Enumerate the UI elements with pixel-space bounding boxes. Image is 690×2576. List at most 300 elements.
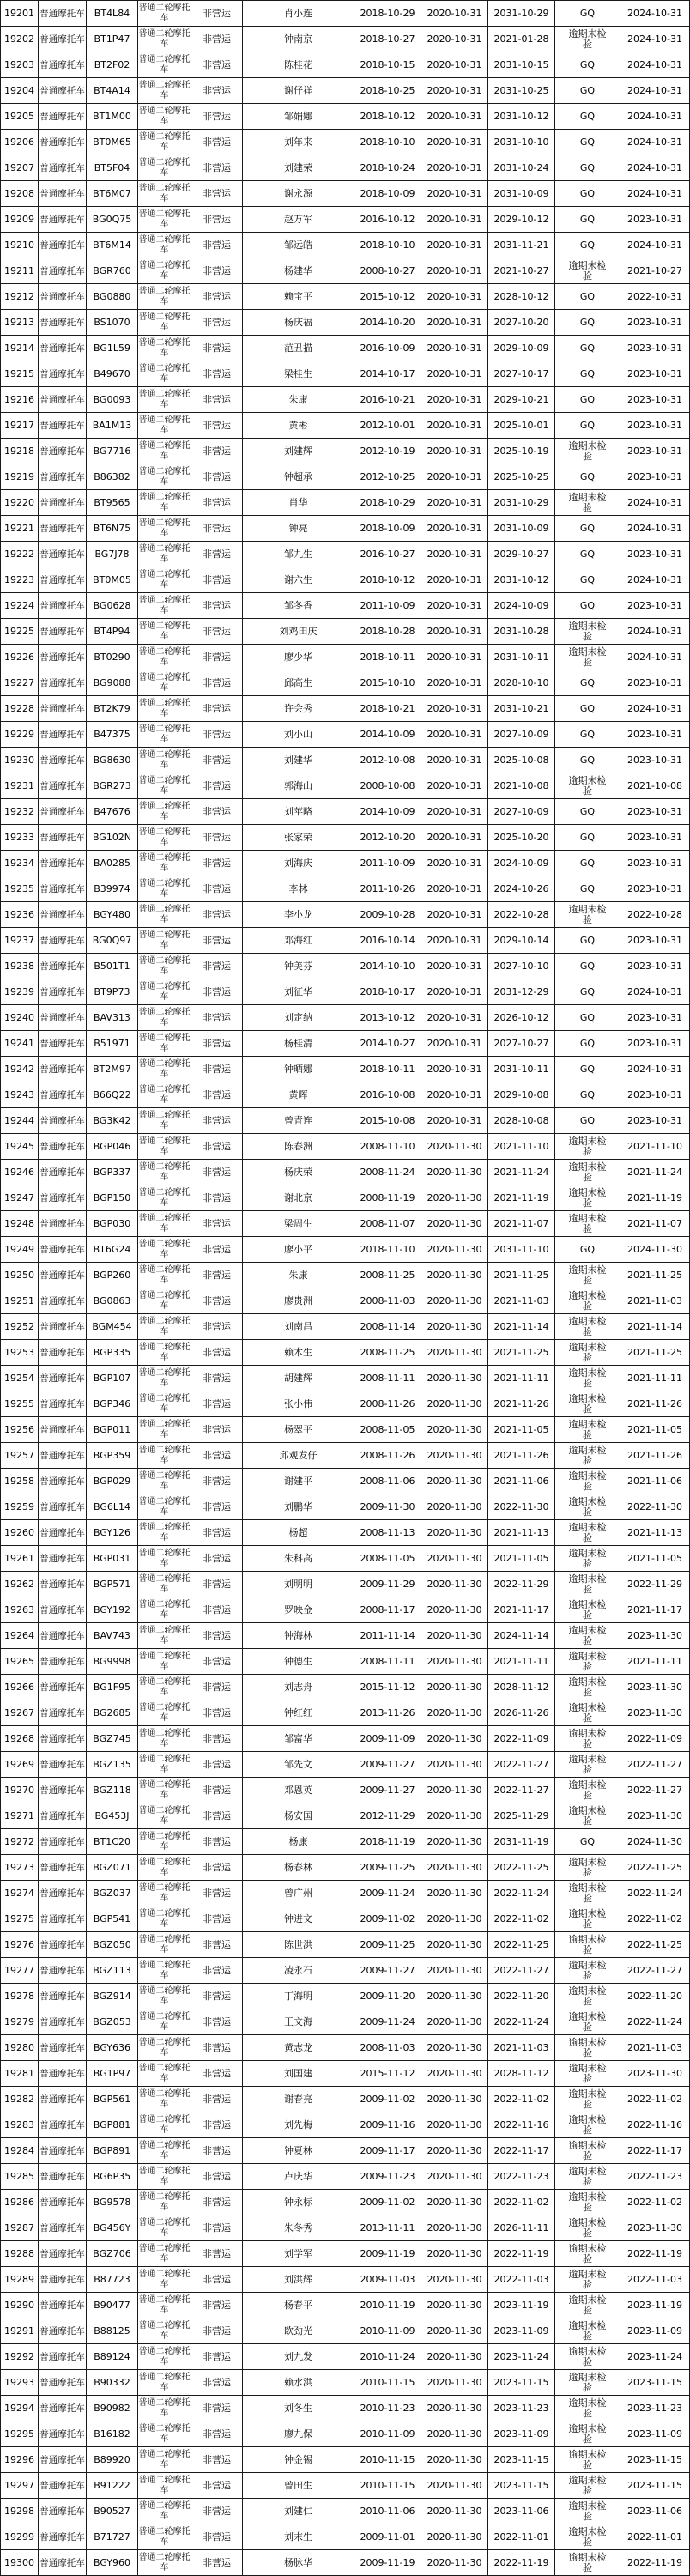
valid-until-date-text: 2020-11-30 <box>427 2531 482 2543</box>
status-cell <box>555 1057 620 1082</box>
expiry-date-cell <box>620 336 690 361</box>
vehicle-type-cell <box>138 336 191 361</box>
owner-name-cell <box>243 567 354 592</box>
valid-until-date-cell <box>421 1726 488 1751</box>
registration-date-text: 2009-11-23 <box>360 2170 415 2182</box>
registration-date-cell <box>354 593 421 618</box>
plate-number-text: BT9P73 <box>94 985 130 997</box>
status-text: 逾期未检验 <box>568 1804 607 1827</box>
row-number-text: 19287 <box>4 2221 34 2234</box>
row-number-cell <box>1 2190 39 2215</box>
vehicle-type-cell <box>138 902 191 927</box>
scrap-date-text: 2021-11-14 <box>493 1320 549 1332</box>
valid-until-date-cell <box>421 542 488 567</box>
status-cell <box>555 2215 620 2240</box>
scrap-date-text: 2021-11-26 <box>493 1397 549 1409</box>
expiry-date-cell <box>620 490 690 515</box>
vehicle-class-text: 普通摩托车 <box>39 2557 85 2568</box>
row-number-text: 19220 <box>4 496 34 508</box>
vehicle-type-cell <box>138 2318 191 2343</box>
row-number-cell <box>1 2396 39 2421</box>
usage-nature-cell <box>191 1803 243 1828</box>
plate-number-text: BGZ706 <box>93 2247 131 2259</box>
scrap-date-cell <box>488 130 555 155</box>
registration-date-text: 2010-11-15 <box>360 2453 415 2465</box>
expiry-date-text: 2023-11-30 <box>627 1809 682 1821</box>
usage-nature-cell <box>191 1700 243 1725</box>
owner-name-text: 钟夏林 <box>284 2144 312 2156</box>
expiry-date-text: 2024-10-31 <box>627 496 682 508</box>
vehicle-type-cell <box>138 1057 191 1082</box>
usage-nature-text: 非营运 <box>203 2299 231 2311</box>
vehicle-type-text: 普通二轮摩托车 <box>138 260 191 281</box>
owner-name-cell <box>243 1855 354 1880</box>
table-row <box>1 2396 690 2421</box>
vehicle-type-cell <box>138 542 191 567</box>
scrap-date-cell <box>488 799 555 824</box>
table-row <box>1 1211 690 1237</box>
registration-date-cell <box>354 155 421 180</box>
vehicle-class-text: 普通摩托车 <box>39 1682 85 1693</box>
plate-number-text: BT4L84 <box>94 7 130 19</box>
scrap-date-text: 2027-10-10 <box>493 960 549 972</box>
scrap-date-cell <box>488 104 555 129</box>
row-number-text: 19227 <box>4 676 34 688</box>
owner-name-cell <box>243 1752 354 1777</box>
vehicle-type-text: 普通二轮摩托车 <box>138 466 191 487</box>
vehicle-class-cell <box>39 799 87 824</box>
valid-until-date-cell <box>421 876 488 901</box>
scrap-date-cell <box>488 2370 555 2395</box>
expiry-date-text: 2022-10-28 <box>627 908 682 920</box>
scrap-date-cell <box>488 1572 555 1597</box>
scrap-date-text: 2025-11-29 <box>493 1809 549 1821</box>
registration-date-text: 2010-11-15 <box>360 2479 415 2491</box>
status-text: GQ <box>579 213 596 225</box>
vehicle-class-cell <box>39 439 87 464</box>
status-cell <box>555 851 620 876</box>
owner-name-cell <box>243 258 354 283</box>
valid-until-date-cell <box>421 1057 488 1082</box>
usage-nature-cell <box>191 464 243 489</box>
owner-name-cell <box>243 1211 354 1236</box>
scrap-date-cell <box>488 2396 555 2421</box>
scrap-date-text: 2031-10-12 <box>493 110 549 122</box>
expiry-date-text: 2024-10-31 <box>627 625 682 637</box>
status-text: GQ <box>579 1243 596 1255</box>
status-cell <box>555 361 620 386</box>
valid-until-date-text: 2020-10-31 <box>427 110 482 122</box>
vehicle-class-cell <box>39 1391 87 1416</box>
status-cell <box>555 1108 620 1133</box>
plate-number-cell <box>87 233 138 258</box>
registration-date-text: 2008-11-26 <box>360 1449 415 1461</box>
usage-nature-cell <box>191 2215 243 2240</box>
usage-nature-cell <box>191 1881 243 1906</box>
expiry-date-text: 2023-10-31 <box>627 754 682 766</box>
owner-name-text: 刘建辉 <box>284 445 312 457</box>
owner-name-text: 刘国建 <box>284 2067 312 2079</box>
vehicle-class-text: 普通摩托车 <box>39 317 85 328</box>
scrap-date-cell <box>488 1366 555 1391</box>
status-text: 逾期未检验 <box>568 2242 607 2264</box>
expiry-date-cell <box>620 2035 690 2060</box>
table-row <box>1 902 690 928</box>
vehicle-type-cell <box>138 2241 191 2266</box>
expiry-date-cell <box>620 1134 690 1159</box>
vehicle-type-cell <box>138 413 191 438</box>
scrap-date-text: 2021-10-27 <box>493 264 549 276</box>
owner-name-text: 刘先梅 <box>284 2118 312 2131</box>
row-number-text: 19258 <box>4 1475 34 1487</box>
plate-number-text: BT0M05 <box>93 573 131 585</box>
plate-number-cell <box>87 1340 138 1365</box>
vehicle-type-cell <box>138 1134 191 1159</box>
row-number-text: 19291 <box>4 2324 34 2337</box>
status-cell <box>555 104 620 129</box>
registration-date-cell <box>354 1211 421 1236</box>
registration-date-text: 2011-11-14 <box>360 1629 415 1641</box>
row-number-cell <box>1 155 39 180</box>
status-cell <box>555 1906 620 1931</box>
registration-date-cell <box>354 233 421 258</box>
owner-name-text: 谢仔祥 <box>284 84 312 96</box>
table-row <box>1 1 690 27</box>
registration-date-text: 2018-10-11 <box>360 651 415 663</box>
owner-name-cell <box>243 2061 354 2086</box>
vehicle-class-text: 普通摩托车 <box>39 1321 85 1332</box>
owner-name-text: 刘年来 <box>284 136 312 148</box>
row-number-cell <box>1 1778 39 1803</box>
valid-until-date-cell <box>421 1314 488 1339</box>
usage-nature-text: 非营运 <box>203 857 231 869</box>
expiry-date-cell <box>620 1082 690 1107</box>
table-row <box>1 1314 690 1340</box>
usage-nature-cell <box>191 1984 243 2009</box>
expiry-date-text: 2024-10-31 <box>627 702 682 714</box>
owner-name-cell <box>243 1469 354 1494</box>
vehicle-type-text: 普通二轮摩托车 <box>138 1470 191 1491</box>
vehicle-type-cell <box>138 130 191 155</box>
vehicle-type-text: 普通二轮摩托车 <box>138 2449 191 2470</box>
table-row <box>1 2164 690 2190</box>
vehicle-type-text: 普通二轮摩托车 <box>138 904 191 924</box>
vehicle-class-text: 普通摩托车 <box>39 883 85 894</box>
usage-nature-text: 非营运 <box>203 1629 231 1641</box>
vehicle-type-cell <box>138 1340 191 1365</box>
valid-until-date-text: 2020-11-30 <box>427 2479 482 2491</box>
table-row <box>1 233 690 258</box>
registration-date-text: 2014-10-20 <box>360 316 415 328</box>
valid-until-date-cell <box>421 1932 488 1957</box>
plate-number-text: BGY480 <box>93 908 131 920</box>
row-number-cell <box>1 310 39 335</box>
registration-date-text: 2008-11-07 <box>360 1217 415 1229</box>
vehicle-class-cell <box>39 1211 87 1236</box>
plate-number-cell <box>87 645 138 670</box>
vehicle-class-cell <box>39 1082 87 1107</box>
status-text: 逾期未检验 <box>568 2113 607 2136</box>
registration-date-text: 2018-11-19 <box>360 1835 415 1847</box>
usage-nature-text: 非营运 <box>203 33 231 45</box>
scrap-date-text: 2021-11-03 <box>493 1294 549 1306</box>
vehicle-type-cell <box>138 2138 191 2163</box>
owner-name-cell <box>243 1906 354 1931</box>
registration-date-text: 2018-10-10 <box>360 239 415 251</box>
scrap-date-cell <box>488 773 555 798</box>
row-number-cell <box>1 52 39 77</box>
vehicle-type-cell <box>138 155 191 180</box>
vehicle-class-text: 普通摩托车 <box>39 2274 85 2285</box>
scrap-date-text: 2023-11-15 <box>493 2453 549 2465</box>
owner-name-text: 赖宝平 <box>284 290 312 302</box>
vehicle-class-cell <box>39 748 87 773</box>
registration-date-cell <box>354 1829 421 1854</box>
registration-date-cell <box>354 1134 421 1159</box>
expiry-date-text: 2023-10-31 <box>627 1088 682 1100</box>
expiry-date-text: 2024-11-30 <box>627 1835 682 1847</box>
plate-number-cell <box>87 516 138 541</box>
registration-date-text: 2016-10-08 <box>360 1088 415 1100</box>
table-row <box>1 1237 690 1263</box>
scrap-date-text: 2022-11-16 <box>493 2118 549 2131</box>
scrap-date-cell <box>488 1675 555 1700</box>
usage-nature-cell <box>191 2164 243 2189</box>
usage-nature-text: 非营运 <box>203 2428 231 2440</box>
owner-name-text: 邹先文 <box>284 1758 312 1770</box>
owner-name-cell <box>243 851 354 876</box>
plate-number-cell <box>87 670 138 695</box>
vehicle-class-text: 普通摩托车 <box>39 1991 85 2002</box>
owner-name-cell <box>243 490 354 515</box>
status-cell <box>555 2344 620 2369</box>
row-number-text: 19205 <box>4 110 34 122</box>
registration-date-text: 2018-10-12 <box>360 573 415 585</box>
valid-until-date-cell <box>421 1958 488 1983</box>
plate-number-cell <box>87 2112 138 2137</box>
row-number-text: 19285 <box>4 2170 34 2182</box>
vehicle-type-cell <box>138 851 191 876</box>
registration-date-cell <box>354 104 421 129</box>
vehicle-class-cell <box>39 773 87 798</box>
usage-nature-text: 非营运 <box>203 599 231 611</box>
status-text: GQ <box>579 857 596 869</box>
usage-nature-cell <box>191 361 243 386</box>
scrap-date-text: 2031-10-12 <box>493 573 549 585</box>
registration-date-cell <box>354 130 421 155</box>
status-text: GQ <box>579 548 596 560</box>
status-cell <box>555 1366 620 1391</box>
expiry-date-cell <box>620 1984 690 2009</box>
valid-until-date-cell <box>421 1031 488 1056</box>
plate-number-text: B51971 <box>94 1037 130 1049</box>
row-number-cell <box>1 876 39 901</box>
vehicle-class-text: 普通摩托车 <box>39 2325 85 2337</box>
vehicle-class-cell <box>39 387 87 412</box>
usage-nature-cell <box>191 1623 243 1648</box>
vehicle-type-text: 普通二轮摩托车 <box>138 621 191 641</box>
vehicle-class-cell <box>39 1237 87 1262</box>
plate-number-text: B87723 <box>94 2273 130 2285</box>
plate-number-cell <box>87 1984 138 2009</box>
usage-nature-text: 非营运 <box>203 1269 231 1281</box>
scrap-date-cell <box>488 233 555 258</box>
vehicle-type-cell <box>138 1108 191 1133</box>
vehicle-type-cell <box>138 1675 191 1700</box>
valid-until-date-cell <box>421 2267 488 2292</box>
row-number-text: 19247 <box>4 1191 34 1203</box>
vehicle-type-text: 普通二轮摩托车 <box>138 1058 191 1079</box>
expiry-date-text: 2023-11-30 <box>627 1681 682 1693</box>
scrap-date-text: 2023-11-15 <box>493 2376 549 2388</box>
registration-date-text: 2011-10-09 <box>360 857 415 869</box>
scrap-date-text: 2022-11-02 <box>493 1912 549 1924</box>
status-text: 逾期未检验 <box>568 1186 607 1209</box>
usage-nature-cell <box>191 567 243 592</box>
status-text: 逾期未检验 <box>568 2448 607 2470</box>
usage-nature-cell <box>191 1597 243 1622</box>
plate-number-text: BGP011 <box>93 1423 131 1435</box>
plate-number-cell <box>87 1314 138 1339</box>
registration-date-cell <box>354 2370 421 2395</box>
vehicle-type-text: 普通二轮摩托车 <box>138 646 191 667</box>
registration-date-text: 2014-10-09 <box>360 728 415 740</box>
table-row <box>1 2138 690 2164</box>
vehicle-type-cell <box>138 1366 191 1391</box>
status-text: 逾期未检验 <box>568 1985 607 2007</box>
vehicle-class-cell <box>39 181 87 206</box>
status-cell <box>555 542 620 567</box>
vehicle-type-text: 普通二轮摩托车 <box>138 1831 191 1852</box>
vehicle-type-cell <box>138 2524 191 2549</box>
plate-number-text: BGP541 <box>93 1912 131 1924</box>
owner-name-text: 钟超承 <box>284 470 312 482</box>
owner-name-cell <box>243 670 354 695</box>
plate-number-cell <box>87 2473 138 2498</box>
valid-until-date-text: 2020-10-31 <box>427 84 482 96</box>
valid-until-date-text: 2020-11-30 <box>427 1217 482 1229</box>
vehicle-type-cell <box>138 1211 191 1236</box>
owner-name-text: 梁桂生 <box>284 367 312 379</box>
status-cell <box>555 1417 620 1442</box>
vehicle-type-cell <box>138 2550 191 2575</box>
vehicle-class-cell <box>39 1 87 26</box>
row-number-cell <box>1 387 39 412</box>
expiry-date-cell <box>620 1314 690 1339</box>
vehicle-type-cell <box>138 1958 191 1983</box>
valid-until-date-text: 2020-11-30 <box>427 1320 482 1332</box>
owner-name-text: 钟亮 <box>288 522 308 534</box>
scrap-date-text: 2021-11-05 <box>493 1423 549 1435</box>
scrap-date-text: 2027-10-27 <box>493 1037 549 1049</box>
valid-until-date-text: 2020-11-30 <box>427 2118 482 2131</box>
valid-until-date-text: 2020-11-30 <box>427 1423 482 1435</box>
vehicle-type-text: 普通二轮摩托车 <box>138 2552 191 2573</box>
vehicle-type-cell <box>138 1855 191 1880</box>
expiry-date-cell <box>620 413 690 438</box>
registration-date-text: 2009-11-17 <box>360 2144 415 2156</box>
registration-date-text: 2014-10-10 <box>360 960 415 972</box>
vehicle-type-text: 普通二轮摩托车 <box>138 1728 191 1749</box>
registration-date-text: 2015-10-12 <box>360 290 415 302</box>
usage-nature-text: 非营运 <box>203 2402 231 2414</box>
plate-number-text: BAV743 <box>94 1629 130 1641</box>
plate-number-text: BA1M13 <box>92 419 132 431</box>
registration-date-text: 2008-11-06 <box>360 1475 415 1487</box>
expiry-date-text: 2022-11-20 <box>627 1990 682 2002</box>
row-number-cell <box>1 696 39 721</box>
plate-number-cell <box>87 1572 138 1597</box>
table-row <box>1 1572 690 1597</box>
owner-name-text: 曾青连 <box>284 1114 312 1126</box>
vehicle-type-cell <box>138 619 191 644</box>
registration-date-text: 2009-11-16 <box>360 2118 415 2131</box>
status-text: GQ <box>579 393 596 405</box>
row-number-cell <box>1 490 39 515</box>
vehicle-class-cell <box>39 516 87 541</box>
vehicle-class-cell <box>39 2344 87 2369</box>
registration-date-cell <box>354 1 421 26</box>
vehicle-type-cell <box>138 2421 191 2446</box>
expiry-date-cell <box>620 1700 690 1725</box>
status-text: 逾期未检验 <box>568 2294 607 2316</box>
owner-name-cell <box>243 1958 354 1983</box>
expiry-date-cell <box>620 27 690 52</box>
valid-until-date-text: 2020-11-30 <box>427 1603 482 1615</box>
registration-date-cell <box>354 2009 421 2034</box>
scrap-date-text: 2031-10-11 <box>493 651 549 663</box>
owner-name-text: 刘末生 <box>284 2531 312 2543</box>
registration-date-text: 2010-11-24 <box>360 2350 415 2362</box>
row-number-text: 19240 <box>4 1011 34 1023</box>
vehicle-type-cell <box>138 1778 191 1803</box>
valid-until-date-cell <box>421 645 488 670</box>
status-cell <box>555 2499 620 2524</box>
scrap-date-text: 2029-10-08 <box>493 1088 549 1100</box>
usage-nature-cell <box>191 1237 243 1262</box>
usage-nature-text: 非营运 <box>203 1912 231 1924</box>
owner-name-text: 胡建辉 <box>284 1372 312 1384</box>
registration-date-text: 2018-10-24 <box>360 161 415 173</box>
vehicle-class-text: 普通摩托车 <box>39 677 85 688</box>
valid-until-date-text: 2020-10-31 <box>427 393 482 405</box>
vehicle-class-text: 普通摩托车 <box>39 1373 85 1384</box>
usage-nature-text: 非营运 <box>203 2247 231 2259</box>
plate-number-cell <box>87 1185 138 1210</box>
owner-name-cell <box>243 1314 354 1339</box>
row-number-cell <box>1 1829 39 1854</box>
usage-nature-cell <box>191 1778 243 1803</box>
plate-number-cell <box>87 1211 138 1236</box>
registration-date-text: 2018-10-10 <box>360 136 415 148</box>
usage-nature-text: 非营运 <box>203 1397 231 1409</box>
status-cell <box>555 27 620 52</box>
owner-name-text: 刘南昌 <box>284 1320 312 1332</box>
usage-nature-cell <box>191 902 243 927</box>
plate-number-cell <box>87 1160 138 1185</box>
vehicle-type-cell <box>138 773 191 798</box>
table-row <box>1 1185 690 1211</box>
owner-name-text: 谢永源 <box>284 187 312 199</box>
scrap-date-cell <box>488 1185 555 1210</box>
expiry-date-text: 2023-10-31 <box>627 548 682 560</box>
table-row <box>1 1623 690 1649</box>
registration-date-text: 2012-10-19 <box>360 445 415 457</box>
expiry-date-text: 2021-11-26 <box>627 1397 682 1409</box>
table-row <box>1 1082 690 1108</box>
status-text: GQ <box>579 161 596 173</box>
plate-number-text: BG0628 <box>93 599 131 611</box>
